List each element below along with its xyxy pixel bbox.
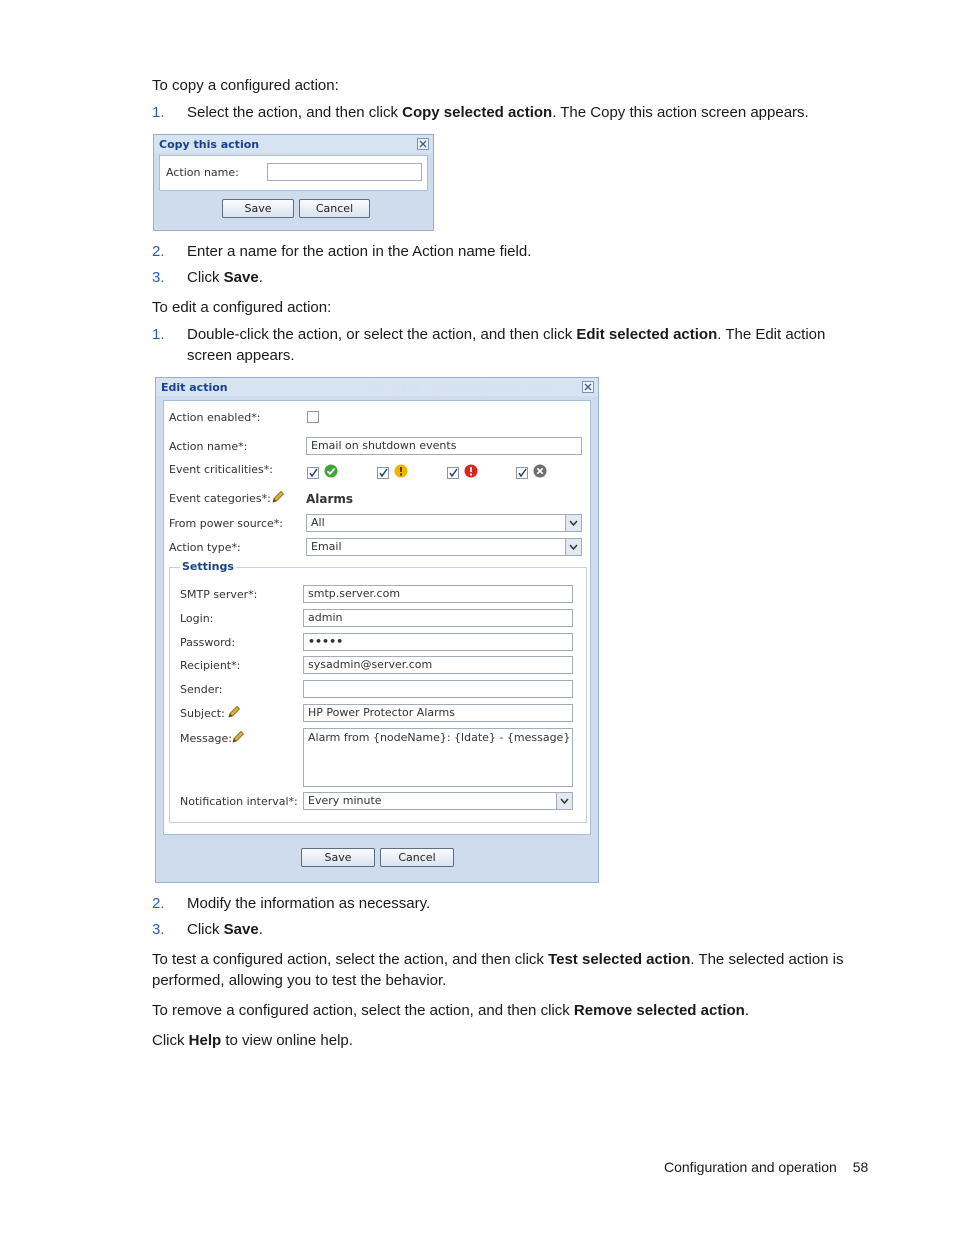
- recipient-label: Recipient*:: [180, 659, 241, 672]
- help-paragraph: [152, 1030, 872, 1051]
- sender-label: Sender:: [180, 683, 223, 696]
- action-name-label: Action name*:: [169, 440, 248, 453]
- test-paragraph: [152, 949, 872, 991]
- save-button[interactable]: Save: [222, 199, 294, 218]
- close-button[interactable]: [417, 138, 429, 150]
- step-bold: Save: [223, 921, 259, 938]
- action-name-input[interactable]: [267, 163, 422, 181]
- step-number: 3.: [152, 269, 165, 286]
- step-bold: Save: [223, 269, 259, 286]
- sender-input[interactable]: [303, 680, 573, 698]
- step-bold: Copy selected action: [402, 104, 553, 121]
- criticality-critical-checkbox[interactable]: [516, 467, 528, 479]
- settings-fieldset: [169, 560, 587, 823]
- edit-action-dialog: [155, 377, 599, 883]
- from-power-source-select[interactable]: [306, 514, 582, 532]
- pencil-icon[interactable]: [271, 490, 285, 504]
- para-bold: Remove selected action: [573, 1002, 745, 1019]
- para-bold: Help: [188, 1032, 222, 1049]
- copy-action-dialog: [153, 134, 434, 231]
- step-text-after: . The Copy this action screen appears.: [552, 104, 809, 121]
- intro-copy: To copy a configured action:: [152, 77, 339, 94]
- ghost-title: Recipient: sysadmin@server.com: [368, 381, 551, 394]
- cancel-button[interactable]: Cancel: [299, 199, 370, 218]
- action-type-select[interactable]: [306, 538, 582, 556]
- dialog-title: Copy this action: [159, 138, 260, 151]
- step-text-after: .: [258, 921, 263, 938]
- close-icon: [584, 383, 592, 391]
- check-icon: [517, 468, 527, 478]
- step-text: Modify the information as necessary.: [187, 895, 431, 912]
- pencil-icon[interactable]: [227, 705, 241, 719]
- step-number: 3.: [152, 921, 165, 938]
- criticality-info-checkbox[interactable]: [307, 467, 319, 479]
- para-bold: Test selected action: [548, 951, 691, 968]
- notification-interval-value: Every minute: [308, 794, 382, 807]
- criticality-warning-checkbox[interactable]: [377, 467, 389, 479]
- action-enabled-checkbox[interactable]: [307, 411, 319, 423]
- action-type-value: Email: [311, 540, 342, 553]
- check-icon: [448, 468, 458, 478]
- para-text-after: to view online help.: [221, 1032, 353, 1049]
- smtp-server-label: SMTP server*:: [180, 588, 258, 601]
- cancel-button[interactable]: Cancel: [380, 848, 454, 867]
- step-number: 2.: [152, 243, 165, 260]
- action-enabled-label: Action enabled*:: [169, 411, 261, 424]
- dialog-body: [159, 155, 428, 191]
- step-text: Click: [187, 921, 224, 938]
- from-power-source-value: All: [311, 516, 325, 529]
- password-input[interactable]: •••••: [303, 633, 573, 651]
- close-button[interactable]: [582, 381, 594, 393]
- step-bold: Edit selected action: [576, 326, 718, 343]
- dialog-body: [163, 400, 591, 835]
- warning-icon: [394, 464, 408, 478]
- page-number: 58: [852, 1159, 869, 1175]
- recipient-input[interactable]: sysadmin@server.com: [303, 656, 573, 674]
- close-icon: [419, 140, 427, 148]
- notification-interval-select[interactable]: [303, 792, 573, 810]
- password-label: Password:: [180, 636, 236, 649]
- page-footer: [664, 1159, 868, 1175]
- step-text: Select the action, and then click: [187, 104, 403, 121]
- login-label: Login:: [180, 612, 214, 625]
- step-text: Double-click the action, or select the action, and then click: [187, 326, 577, 343]
- alarm-icon: [464, 464, 478, 478]
- step-number: 1.: [152, 326, 165, 343]
- event-criticalities-label: Event criticalities*:: [169, 463, 273, 476]
- step-text-after: . The Edit action screen appears.: [187, 326, 826, 364]
- save-button[interactable]: Save: [301, 848, 375, 867]
- criticality-alarm-checkbox[interactable]: [447, 467, 459, 479]
- login-input[interactable]: admin: [303, 609, 573, 627]
- critical-icon: [533, 464, 547, 478]
- from-power-source-label: From power source*:: [169, 517, 283, 530]
- subject-label: Subject:: [180, 707, 225, 720]
- dialog-title: Edit action: [161, 381, 228, 394]
- check-icon: [308, 468, 318, 478]
- chevron-down-icon: [569, 544, 578, 550]
- para-text: Click: [152, 1032, 189, 1049]
- step-text-after: .: [258, 269, 263, 286]
- action-name-label: Action name:: [166, 166, 239, 179]
- subject-input[interactable]: HP Power Protector Alarms: [303, 704, 573, 722]
- para-text: To test a configured action, select the action, and then click: [152, 951, 549, 968]
- message-textarea[interactable]: Alarm from {nodeName}: {ldate} - {message}: [303, 728, 573, 787]
- para-text: To remove a configured action, select the action, and then click: [152, 1002, 574, 1019]
- check-icon: [378, 468, 388, 478]
- chevron-down-icon: [560, 798, 569, 804]
- notification-interval-label: Notification interval*:: [180, 795, 298, 808]
- ok-status-icon: [324, 464, 338, 478]
- settings-legend: Settings: [182, 560, 234, 573]
- event-categories-value: Alarms: [306, 492, 354, 506]
- event-categories-label: Event categories*:: [169, 492, 271, 505]
- step-text: Enter a name for the action in the Action name field.: [187, 243, 532, 260]
- remove-paragraph: [152, 1000, 872, 1021]
- action-type-label: Action type*:: [169, 541, 241, 554]
- intro-edit: To edit a configured action:: [152, 299, 332, 316]
- pencil-icon[interactable]: [231, 730, 245, 744]
- action-name-input[interactable]: Email on shutdown events: [306, 437, 582, 455]
- para-text-after: .: [744, 1002, 749, 1019]
- smtp-server-input[interactable]: smtp.server.com: [303, 585, 573, 603]
- message-label: Message:: [180, 732, 232, 745]
- step-text: Click: [187, 269, 224, 286]
- footer-section: Configuration and operation: [664, 1159, 837, 1175]
- para-text-after: . The selected action is performed, allowing you to test the behavior.: [152, 951, 844, 989]
- step-number: 2.: [152, 895, 165, 912]
- step-number: 1.: [152, 104, 165, 121]
- chevron-down-icon: [569, 520, 578, 526]
